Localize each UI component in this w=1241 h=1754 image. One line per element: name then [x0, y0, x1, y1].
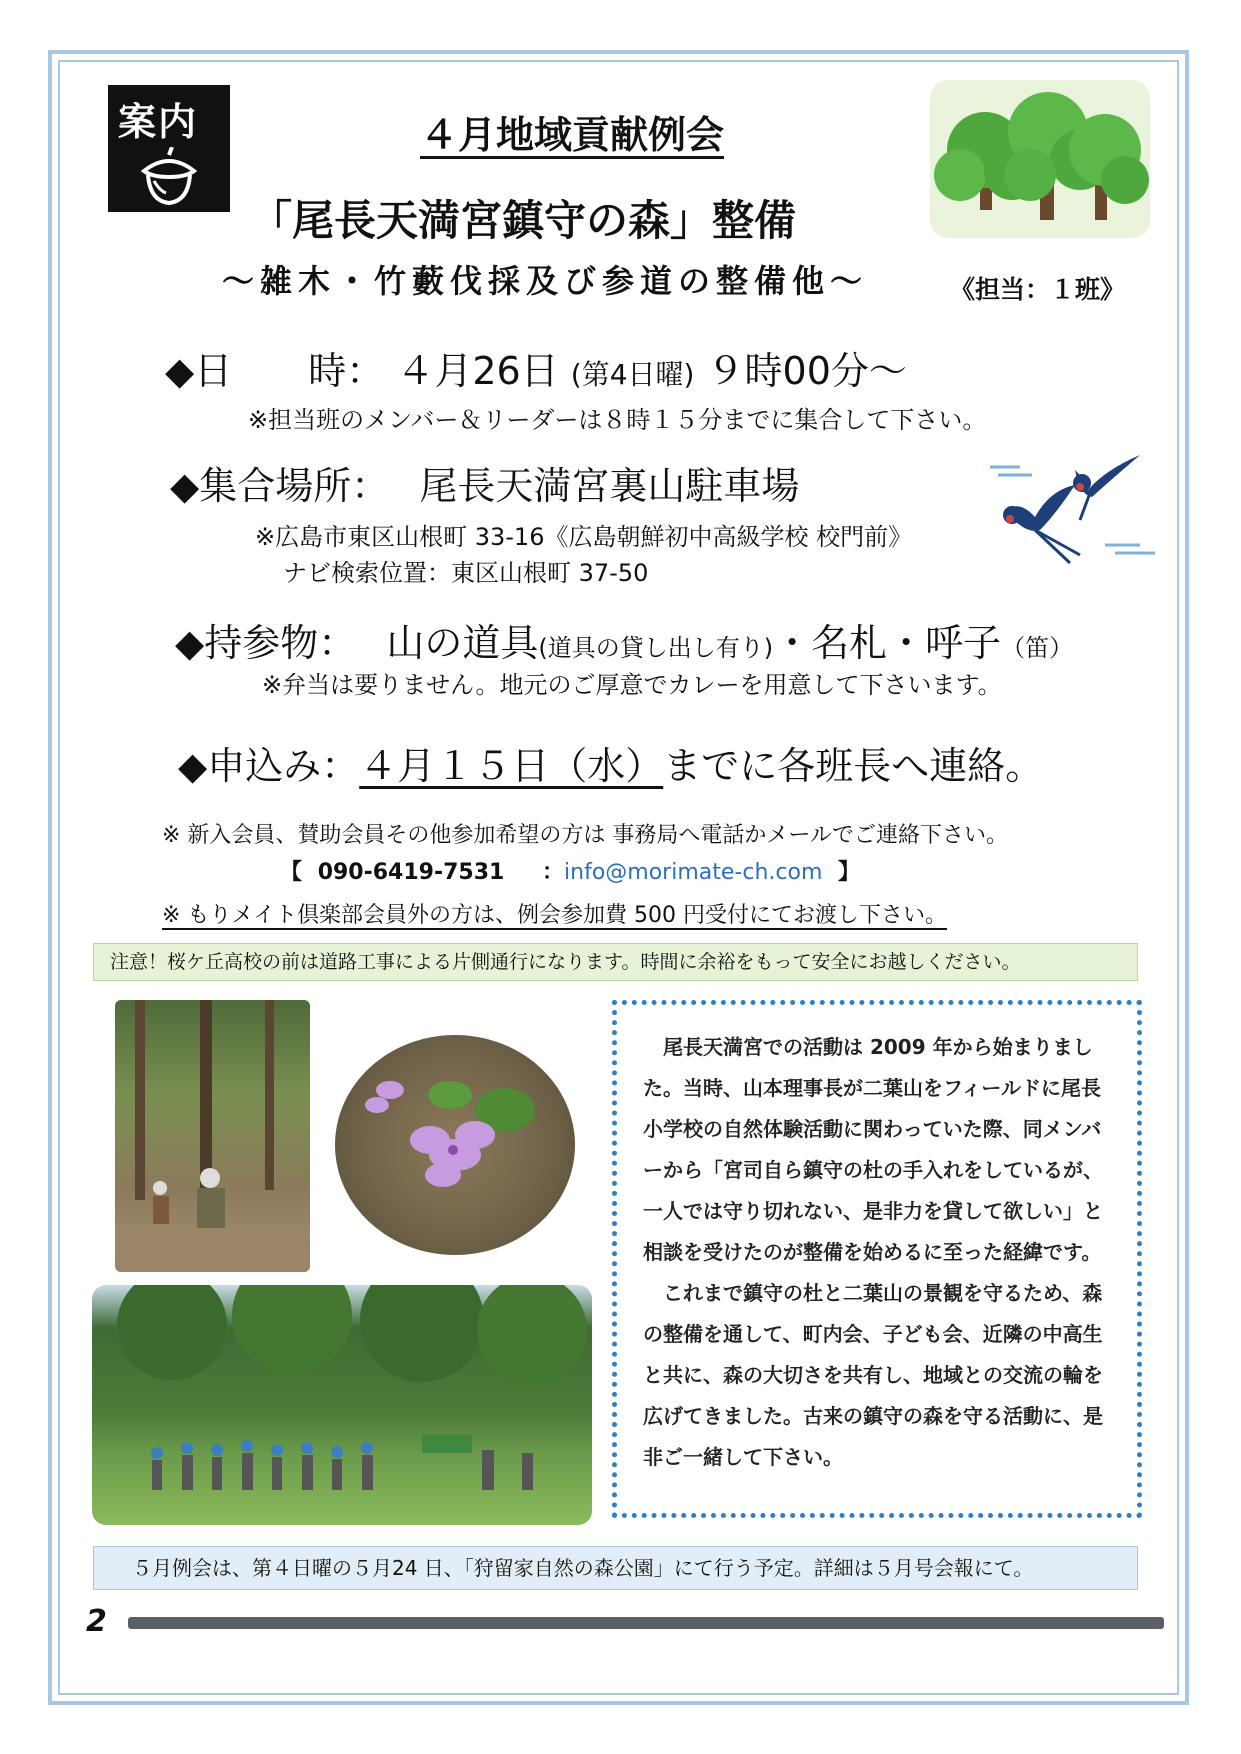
apply-label: ◆申込み：	[178, 744, 360, 788]
history-story-box	[612, 1000, 1142, 1518]
place-label: ◆集合場所：	[170, 464, 390, 508]
fee-note: ※ もりメイト倶楽部会員外の方は、例会参加費 500 円受付にてお渡し下さい。	[162, 903, 947, 928]
page-number: 2	[86, 1604, 107, 1639]
contact-bracket-close: 】	[838, 860, 861, 885]
date-value: ４月26日	[396, 349, 559, 393]
badge-label: 案内	[118, 100, 199, 144]
contact-email[interactable]: info@morimate-ch.com	[564, 860, 823, 885]
apply-rest: までに各班長へ連絡。	[663, 744, 1044, 788]
items-tools-note: (道具の貸し出し有り)	[538, 634, 774, 662]
items-label: ◆持参物：	[175, 621, 357, 665]
next-meeting-note: ５月例会は、第４日曜の５月24 日、「狩留家自然の森公園」にて行う予定。詳細は５月号会報にて。	[93, 1546, 1138, 1590]
main-title: 「尾長天満宮鎮守の森」整備	[250, 196, 797, 245]
date-label: ◆日 時：	[165, 349, 385, 393]
date-row	[165, 340, 907, 395]
event-title: ４月地域貢献例会	[420, 113, 725, 157]
items-row	[175, 612, 1073, 667]
azalea-flower-photo	[335, 1035, 575, 1255]
place-navi: ナビ検索位置：東区山根町 37-50	[283, 559, 649, 587]
items-whistle-note: （笛）	[1001, 634, 1074, 662]
place-row	[170, 455, 799, 510]
contact-phone[interactable]: 090-6419-7531	[317, 860, 505, 885]
place-value: 尾長天満宮裏山駐車場	[419, 464, 800, 508]
items-note: ※弁当は要りません。地元のご厚意でカレーを用意して下さいます。	[262, 671, 1002, 699]
contact-note: ※ 新入会員、賛助会員その他参加希望の方は 事務局へ電話かメールでご連絡下さい。	[162, 823, 1008, 848]
story-paragraph-1: 尾長天満宮での活動は 2009 年から始まりました。当時、山本理事長が二葉山をフィールドに尾長小学校の自然体験活動に関わっていた際、同メンバーから「宮司自ら鎮守の杜の手入れをしているが、一人では守り切れない、是非力を貸して欲しい」と相談を受けたのが整備を始めるに至った経緯です。	[643, 1035, 1103, 1264]
items-rest: ・名札・呼子	[773, 621, 1002, 665]
group-gathering-photo	[92, 1285, 592, 1525]
apply-date: ４月１５日（水）	[359, 744, 664, 788]
trees-illustration	[930, 80, 1150, 238]
place-address: ※広島市東区山根町 33-16《広島朝鮮初中高級学校 校門前》	[255, 523, 913, 551]
date-time: ９時00分～	[706, 349, 907, 393]
guide-badge	[108, 85, 230, 212]
apply-row	[178, 735, 1043, 790]
contact-bracket-open: 【	[280, 860, 303, 885]
acorn-icon	[136, 147, 202, 205]
subtitle: ～雑木・竹藪伐採及び参道の整備他～	[222, 262, 869, 300]
footer-bar	[128, 1617, 1164, 1629]
story-paragraph-2: これまで鎮守の杜と二葉山の景観を守るため、森の整備を通して、町内会、子ども会、近隣の中高生と共に、森の大切さを共有し、地域との交流の輪を広げてきました。古来の鎮守の森を守る活動に、是非ご一緒して下さい。	[643, 1281, 1103, 1469]
swallows-illustration	[980, 445, 1165, 575]
forest-work-photo	[115, 1000, 310, 1272]
contact-colon: ：	[542, 860, 565, 885]
items-tools: 山の道具	[386, 621, 539, 665]
date-note: ※担当班のメンバー＆リーダーは８時１５分までに集合して下さい。	[248, 406, 987, 434]
group-in-charge: 《担当：１班》	[950, 275, 1126, 304]
contact-row	[280, 855, 860, 886]
road-warning: 注意！桜ケ丘高校の前は道路工事による片側通行になります。時間に余裕をもって安全にお越しください。	[93, 943, 1138, 981]
date-weekday: (第4日曜)	[570, 358, 695, 391]
